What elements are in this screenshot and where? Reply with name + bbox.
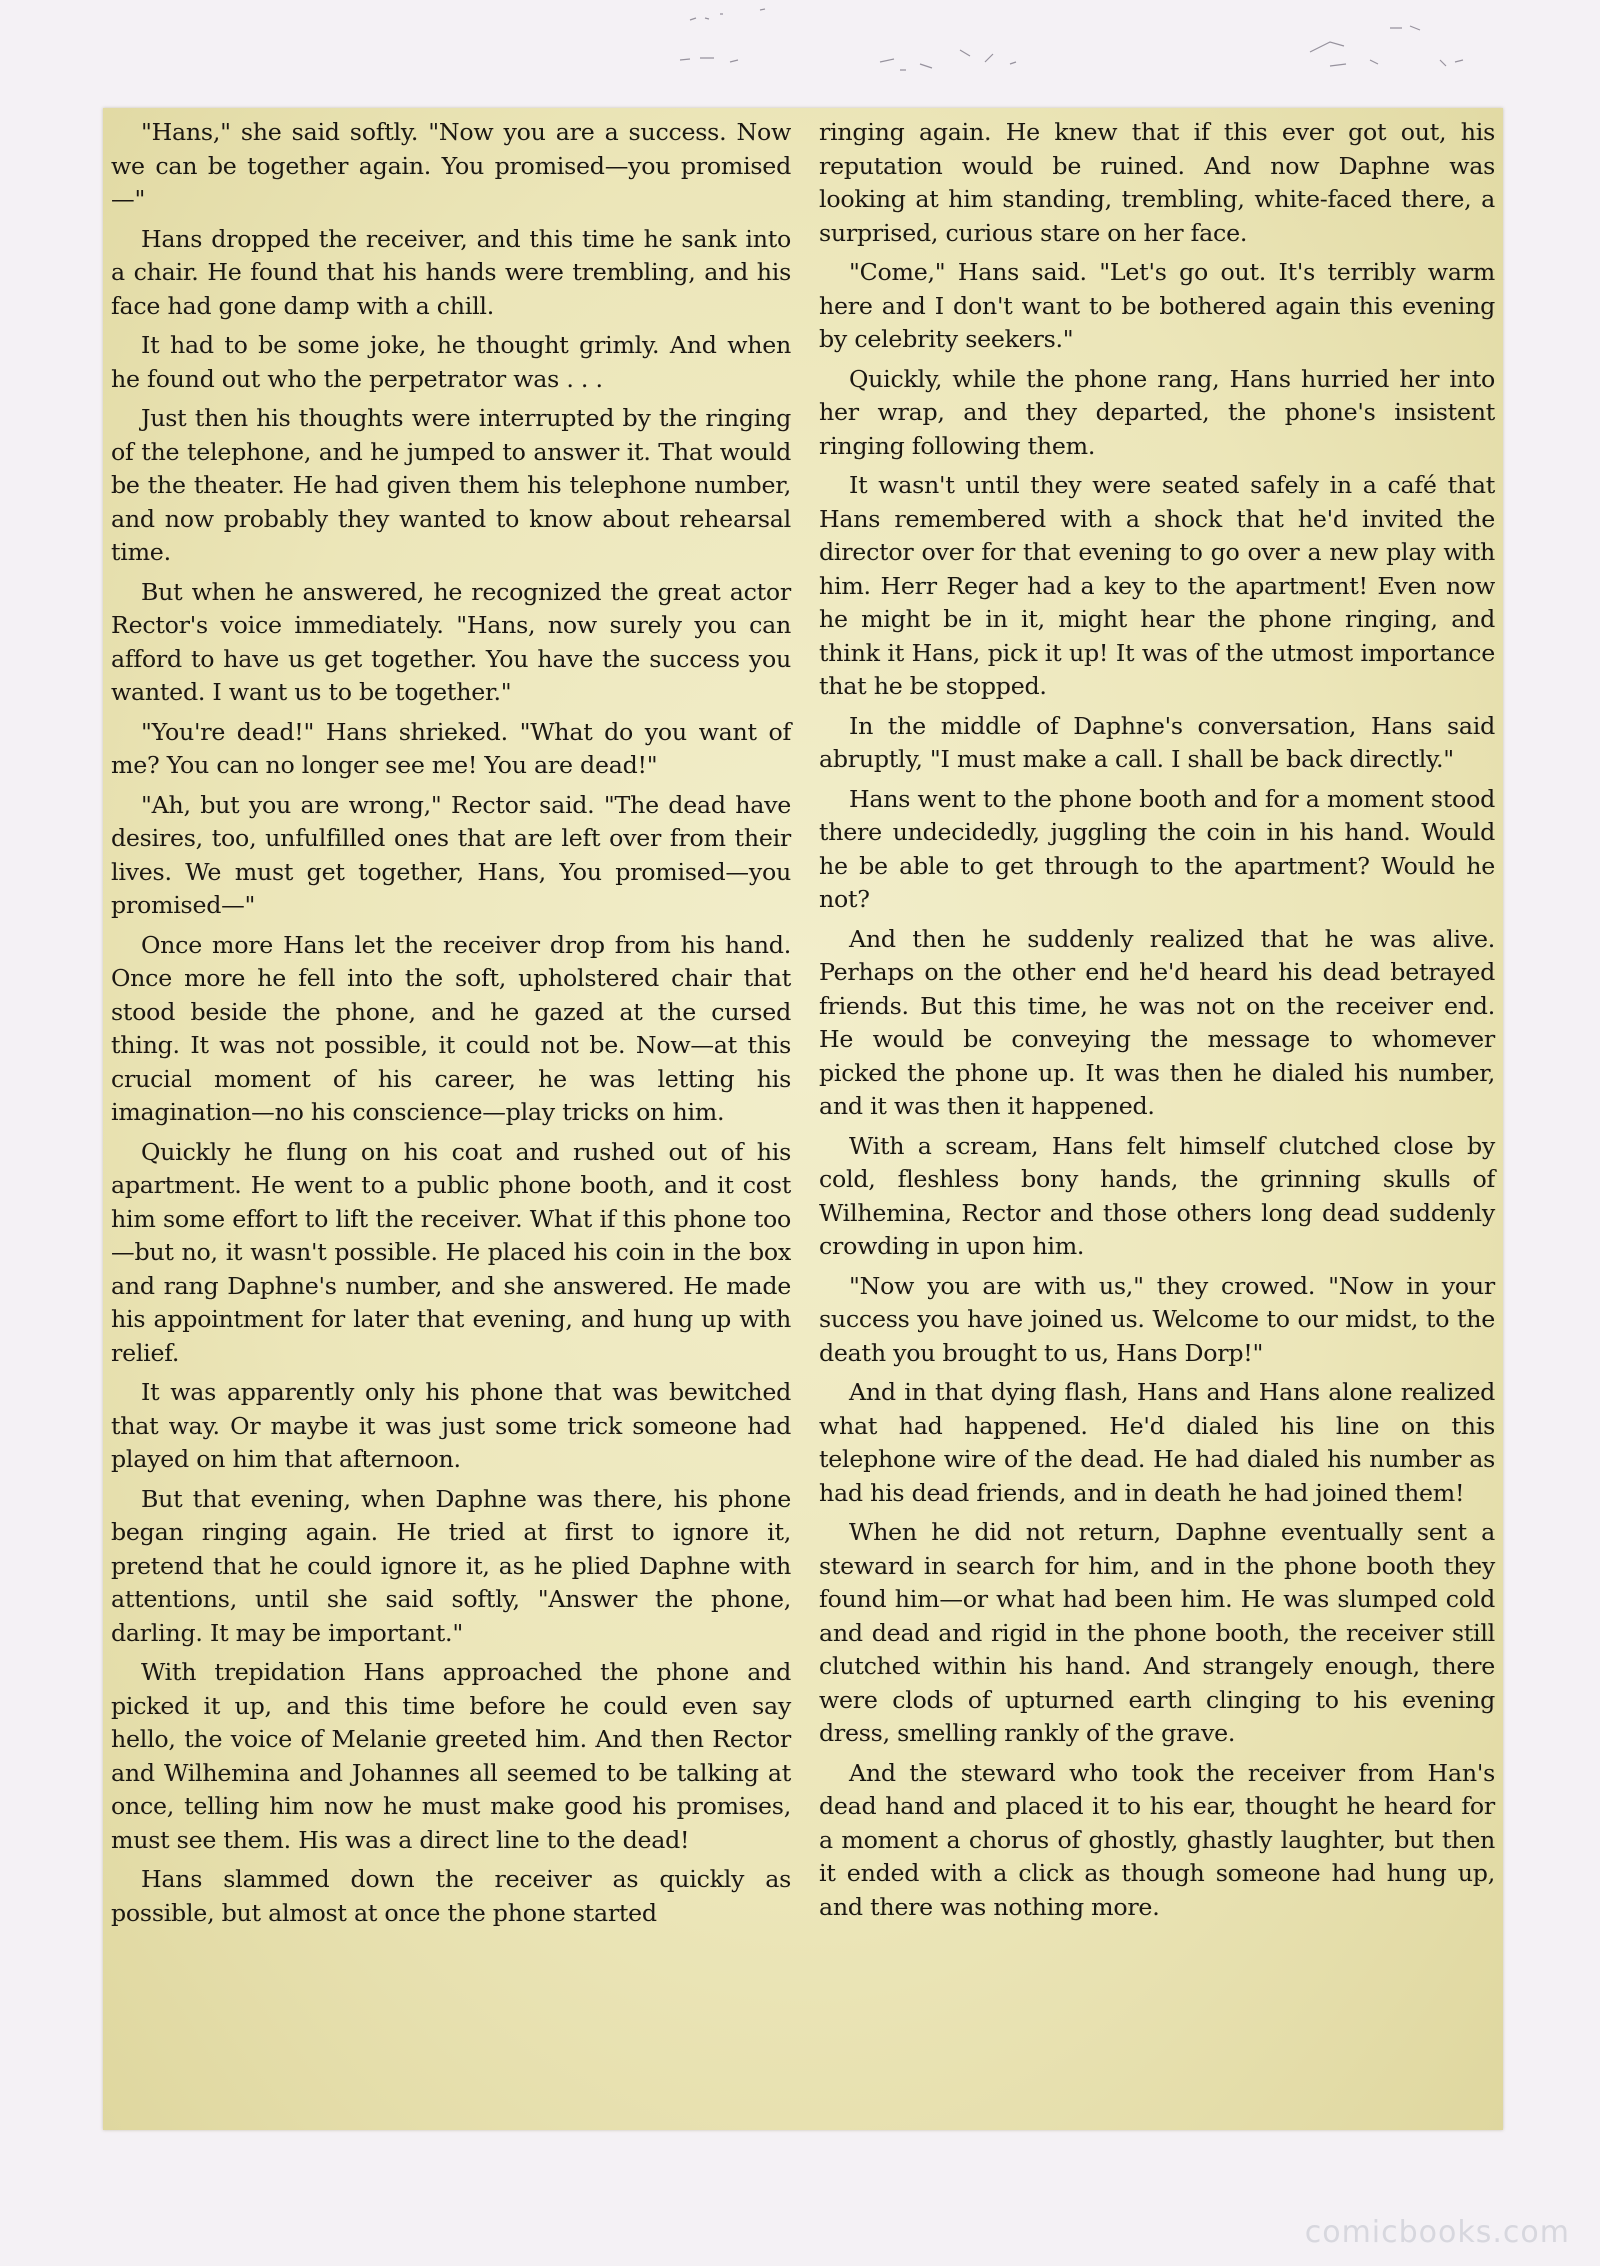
- paragraph: But that evening, when Daphne was there, his phone began ringing again. He tried at first to ignore it, pretend that he could ignore it, as he plied Daphne with attentions, until she said softly, "Answer the phone, darling. It may be important.": [111, 1484, 791, 1647]
- paragraph: And the steward who took the receiver from Han's dead hand and placed it to his ear, thought he heard for a moment a chorus of ghostly, ghastly laughter, but then it ended with a click as though someone had hung up, and there was nothing more.: [819, 1758, 1495, 1921]
- paragraph: And then he suddenly realized that he was alive. Perhaps on the other end he'd heard his dead betrayed friends. But this time, he was not on the receiver end. He would be conveying the message to whomever picked the phone up. It was then he dialed his number, and it was then it happened.: [819, 924, 1495, 1120]
- paragraph: When he did not return, Daphne eventually sent a steward in search for him, and in the phone booth they found him—or what had been him. He was slumped cold and dead and rigid in the phone booth, the receiver still clutched within his hand. And strangely enough, there were clods of upturned earth clinging to his evening dress, smelling rankly of the grave.: [819, 1518, 1495, 1747]
- paragraph: "Now you are with us," they crowed. "Now in your success you have joined us. Welcome to our midst, to the death you brought to us, Hans Dorp!": [819, 1271, 1495, 1367]
- left-column: [111, 116, 791, 1936]
- paragraph: Once more Hans let the receiver drop from his hand. Once more he fell into the soft, upholstered chair that stood beside the phone, and he gazed at the cursed thing. It was not possible, it could not be. Now—at this crucial moment of his career, he was letting his imagination—no his conscience—play tricks on him.: [111, 930, 791, 1126]
- paragraph: "You're dead!" Hans shrieked. "What do you want of me? You can no longer see me! You are dead!": [111, 717, 791, 779]
- paragraph: With trepidation Hans approached the phone and picked it up, and this time before he could even say hello, the voice of Melanie greeted him. And then Rector and Wilhemina and Johannes all seemed to be talking at once, telling him now he must make good his promises, must see them. His was a direct line to the dead!: [111, 1658, 791, 1854]
- paragraph: Hans went to the phone booth and for a moment stood there undecidedly, juggling the coin in his hand. Would he be able to get through to the apartment? Would he not?: [819, 784, 1495, 913]
- paragraph: "Ah, but you are wrong," Rector said. "The dead have desires, too, unfulfilled ones that are left over from their lives. We must get together, Hans, You promised—you promised—": [111, 790, 791, 919]
- paragraph: In the middle of Daphne's conversation, Hans said abruptly, "I must make a call. I shall be back directly.": [819, 711, 1495, 773]
- paragraph: Just then his thoughts were interrupted by the ringing of the telephone, and he jumped to answer it. That would be the theater. He had given them his telephone number, and now probably they wanted to know about rehearsal time.: [111, 404, 791, 566]
- top-print-specks: [0, 0, 1600, 120]
- paragraph: "Come," Hans said. "Let's go out. It's terribly warm here and I don't want to be bothered again this evening by celebrity seekers.": [819, 258, 1495, 353]
- paragraph: But when he answered, he recognized the great actor Rector's voice immediately. "Hans, now surely you can afford to have us get together. You have the success you wanted. I want us to be together.": [111, 577, 791, 706]
- paragraph: It wasn't until they were seated safely in a café that Hans remembered with a shock that he'd invited the director over for that evening to go over a new play with him. Herr Reger had a key to the apartment! Even now he might be in it, might hear the phone ringing, and think it Hans, pick it up! It was of the utmost importance that he be stopped.: [819, 471, 1495, 700]
- text-page: [103, 108, 1503, 2130]
- paragraph: Hans slammed down the receiver as quickly as possible, but almost at once the phone started: [111, 1865, 791, 1927]
- watermark: comicbooks.com: [1304, 2215, 1570, 2250]
- paragraph: And in that dying flash, Hans and Hans alone realized what had happened. He'd dialed his line on this telephone wire of the dead. He had dialed his number as had his dead friends, and in death he had joined them!: [819, 1378, 1495, 1507]
- paragraph: Quickly he flung on his coat and rushed out of his apartment. He went to a public phone booth, and it cost him some effort to lift the receiver. What if this phone too—but no, it wasn't possible. He placed his coin in the box and rang Daphne's number, and she answered. He made his appointment for later that evening, and hung up with relief.: [111, 1137, 791, 1367]
- paragraph: With a scream, Hans felt himself clutched close by cold, fleshless bony hands, the grinning skulls of Wilhemina, Rector and those others long dead suddenly crowding in upon him.: [819, 1131, 1495, 1260]
- paragraph: Quickly, while the phone rang, Hans hurried her into her wrap, and they departed, the phone's insistent ringing following them.: [819, 364, 1495, 460]
- paragraph: ringing again. He knew that if this ever got out, his reputation would be ruined. And now Daphne was looking at him standing, trembling, white-faced there, a surprised, curious stare on her face.: [819, 118, 1495, 247]
- paragraph: It had to be some joke, he thought grimly. And when he found out who the perpetrator was . . .: [111, 331, 791, 393]
- right-column: [819, 116, 1495, 1930]
- paragraph: Hans dropped the receiver, and this time he sank into a chair. He found that his hands were trembling, and his face had gone damp with a chill.: [111, 224, 791, 320]
- paragraph: It was apparently only his phone that was bewitched that way. Or maybe it was just some trick someone had played on him that afternoon.: [111, 1378, 791, 1473]
- paragraph: "Hans," she said softly. "Now you are a success. Now we can be together again. You promised—you promised—": [111, 118, 791, 213]
